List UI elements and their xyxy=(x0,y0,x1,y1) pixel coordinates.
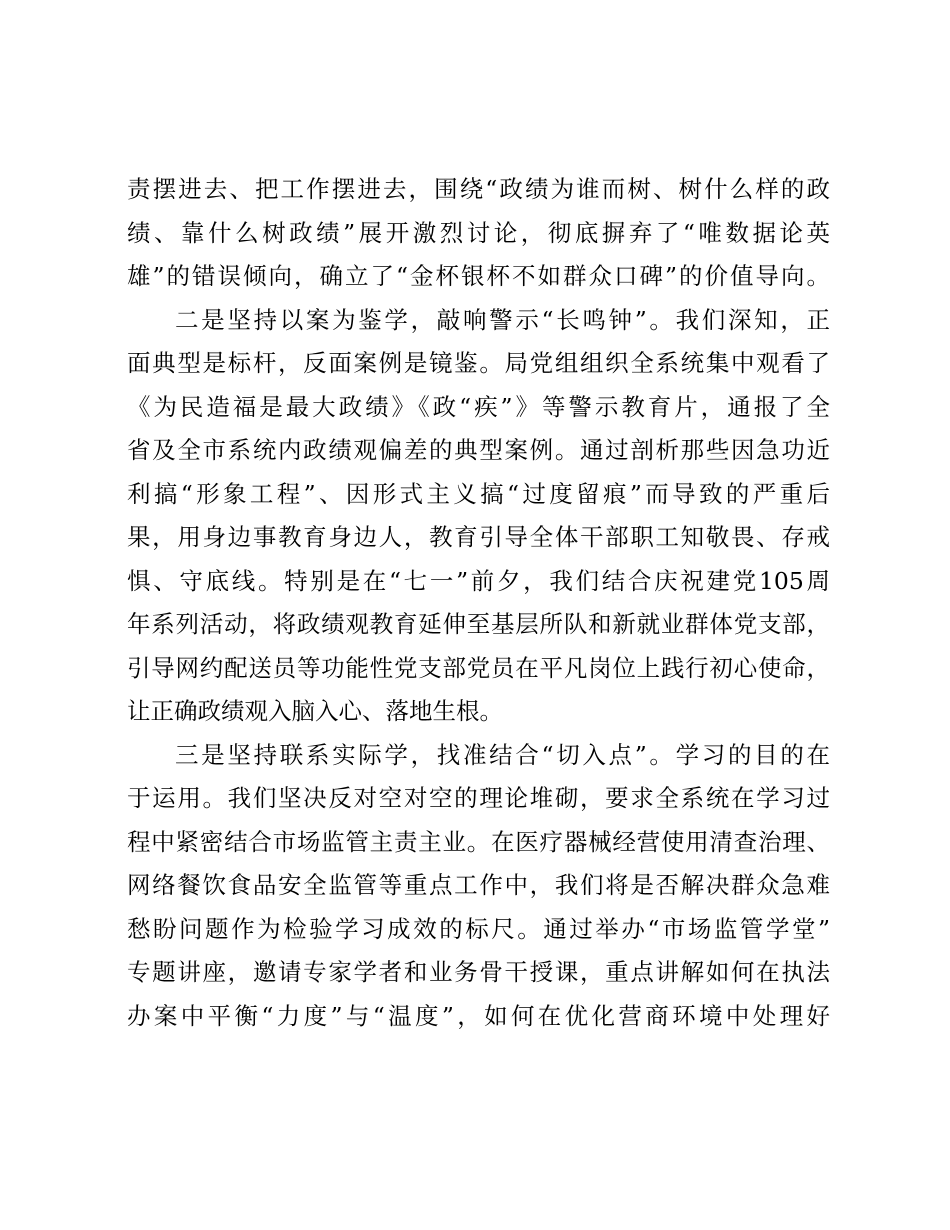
text-line: 于运用。我们坚决反对空对空的理论堆砌，要求全系统在学习过 xyxy=(127,784,830,812)
text-line: 引导网约配送员等功能性党支部党员在平凡岗位上践行初心使命， xyxy=(127,653,830,682)
text-line: 办案中平衡“力度”与“温度”，如何在优化营商环境中处理好 xyxy=(127,1001,830,1030)
text-line: 绩、靠什么树政绩”展开激烈讨论，彻底摒弃了“唯数据论英 xyxy=(127,218,830,247)
text-line: 雄”的错误倾向，确立了“金杯银杯不如群众口碑”的价值导向。 xyxy=(127,262,830,290)
text-line: 责摆进去、把工作摆进去，围绕“政绩为谁而树、树什么样的政 xyxy=(127,175,830,203)
text-line: 省及全市系统内政绩观偏差的典型案例。通过剖析那些因急功近 xyxy=(127,436,830,464)
text-line: 愁盼问题作为检验学习成效的标尺。通过举办“市场监管学堂” xyxy=(127,914,830,943)
text-line: 专题讲座，邀请专家学者和业务骨干授课，重点讲解如何在执法 xyxy=(127,958,830,986)
text-line: 利搞“形象工程”、因形式主义搞“过度留痕”而导致的严重后 xyxy=(127,479,830,508)
paragraph xyxy=(127,299,830,734)
paragraph xyxy=(127,168,830,299)
document-body xyxy=(127,168,830,1038)
text-line: 让正确政绩观入脑入心、落地生根。 xyxy=(127,697,503,725)
text-line: 果，用身边事教育身边人，教育引导全体干部职工知敬畏、存戒 xyxy=(127,523,830,551)
text-line: 二是坚持以案为鉴学，敲响警示“长鸣钟”。我们深知，正 xyxy=(175,305,830,334)
text-line: 程中紧密结合市场监管主责主业。在医疗器械经营使用清查治理、 xyxy=(127,827,830,856)
text-line: 三是坚持联系实际学，找准结合“切入点”。学习的目的在 xyxy=(175,740,830,769)
text-line: 年系列活动，将政绩观教育延伸至基层所队和新就业群体党支部， xyxy=(127,610,830,638)
text-line: 面典型是标杆，反面案例是镜鉴。局党组组织全系统集中观看了 xyxy=(127,349,830,377)
text-line: 《为民造福是最大政绩》《政“疾”》等警示教育片，通报了全 xyxy=(127,392,830,421)
text-line: 惧、守底线。特别是在“七一”前夕，我们结合庆祝建党105周 xyxy=(127,566,830,595)
paragraph xyxy=(127,734,830,1039)
text-line: 网络餐饮食品安全监管等重点工作中，我们将是否解决群众急难 xyxy=(127,871,830,899)
